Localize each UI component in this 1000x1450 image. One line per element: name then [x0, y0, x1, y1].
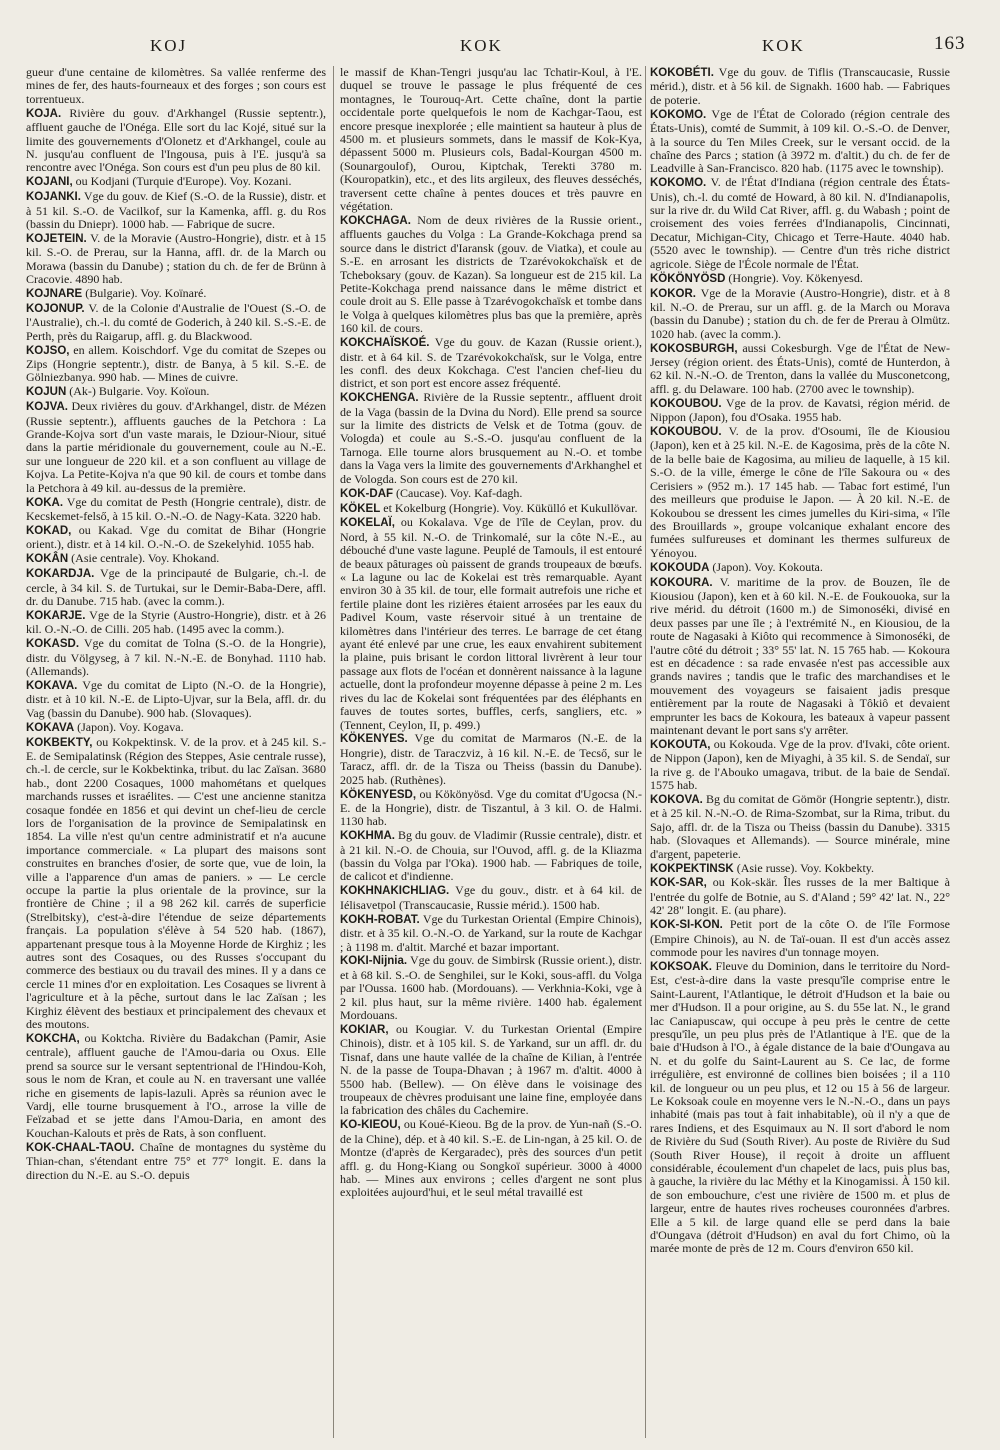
entry-headword: KÖKÖNYÖSD [650, 272, 726, 285]
entry-headword: KOK-DAF [340, 487, 394, 500]
entry-headword: KOJANI, [26, 176, 73, 189]
dictionary-entry [26, 1032, 326, 1140]
entry-text: Petit port de la côte O. de l'île Formose (Empire Chinois), au N. de Taï-ouan. Il est d'un accès assez commode pour les navires d'un tonnage moyen. [650, 917, 950, 959]
dictionary-entry [26, 679, 326, 720]
entry-text: V. de la prov. d'Osoumi, île de Kiousiou (Japon), ken et à 25 kil. N.-E. de Kagosima, près de la côte N. de la belle baie de Kagosima, au milieu de laquelle, à 15 kil. S.-O. de la ville, émerge le cône de l'île Sakoura ou « des Cerisiers » (952 m.). 17 145 hab. — Tabac fort estimé, l'un des meilleurs que produise le Japon. — À 20 kil. N.-E. de Kokoubou se dressent les cimes jumelles du Kiri-sima, « l'île des Brouillards », groupe volcanique exhalant encore des fumées sulfureuses et dominant les thermes sulfureux de Yénoyou. [650, 424, 950, 560]
entry-text: Vge du gouv. de Tiflis (Transcaucasie, Russie mérid.), distr. et à 56 kil. de Signakh. 1600 hab. — Fabriques de poterie. [650, 65, 950, 107]
entry-headword: KOKAVA. [26, 679, 78, 692]
entry-headword: KOJVA. [26, 401, 68, 414]
entry-text: Fleuve du Dominion, dans le territoire du Nord-Est, c'est-à-dire dans la vaste presqu'île comprise entre le Saint-Laurent, l'Atlantique, le détroit d'Hudson et la baie ou mer d'Hudson. Il a pour origine, au S. du 55e lat. N., le grand lac Caniapuscaw, qui occupe à peu près le centre de cette presqu'île, un peu plus près de l'Atlantique à l'E. que de la baie d'Hudson à l'O., à égale distance de la baie d'Oungava au N. et du golfe du Saint-Laurent au S. Ce lac, de forme irrégulière, est environné de collines bien boisées ; il a 110 kil. de longueur ou un peu plus, et 12 ou 15 à 56 de largeur. Le Koksoak coule en moyenne vers le N.-N.-O., dans un pays inhabité (mais pas tout à fait inhabitable), où il n'y a que de rares Indiens, et des Esquimaux au N. Il sort d'abord le nom de Rivière du Sud (South River). Au poste de Rivière du Sud (South River House), il reçoit à droite un affluent considérable, écoulement d'un chapelet de lacs, puis plus bas, à gauche, la rivière du lac Méthy et la Kinogamissi. À 150 kil. de son embouchure, c'est une rivière de 1500 m. et plus de largeur, entre de hautes rives rocheuses couronnées d'arbres. Elle a 5 kil. de large quand elle se perd dans la baie d'Oungava (détroit d'Hudson) en aval du fort Chimo, où la marée monte de près de 12 m. Cours d'environ 650 kil. [650, 958, 951, 1256]
entry-headword: KOKPEKTINSK [650, 862, 734, 875]
dictionary-entry [650, 960, 950, 1256]
dictionary-entry [26, 637, 326, 678]
entry-headword: KOKOUDA [650, 561, 710, 574]
entry-headword: KOKOBÉTI. [650, 67, 714, 79]
entry-headword: KOJSO, [26, 344, 70, 357]
dictionary-entry [340, 214, 642, 336]
dictionary-entry [26, 736, 326, 1032]
entry-text: le massif de Khan-Tengri jusqu'au lac Tchatir-Koul, à l'E. duquel se trouve le passage le plus fréquenté de ces montagnes, le Tourouq-Art. Cette chaîne, dont la partie occidentale porte quelquefois le nom de Kachgar-Taou, est encore presque inexplorée ; elle maintient sa hauteur à plus de 4500 m. et plusieurs sommets, dans le massif de Kok-Kya, dépassent 5000 m. Plusieurs cols, Badal-Kourgan 4500 m. (Sounargoulof), Ourou, Kiptchak, Terekti 3780 m. (Kouropatkin), etc., et des lits argileux, des fleuves desséchés, traversent cette chaîne à pentes douces et très pauvre en végétation. [340, 65, 642, 214]
entry-text: V. de l'État d'Indiana (région centrale des États-Unis), ch.-l. du comté de Howard, à 80 kil. N. d'Indianapolis, sur la rive dr. du Wild Cat River, affl. g. du Wabash ; point de croisement des voies ferrées d'Indianapolis, Cincinnati, Decatur, Michigan-City, Chicago et Terre-Haute. 4040 hab. (5520 avec le township). — Centre d'un très riche district agricole. Siège de l'École normale de l'État. [650, 175, 950, 271]
column-divider [333, 66, 334, 1438]
dictionary-entry [650, 176, 950, 271]
dictionary-entry [26, 175, 326, 189]
entry-text: Rivière du gouv. d'Arkhangel (Russie septentr.), affluent gauche de l'Onéga. Elle sort du lac Kojé, situé sur la limite des gouvernements d'Olonetz et d'Arkhangel, coule au N. jusqu'au confluent de l'Ingousa, puis à l'E. jusqu'à sa rencontre avec l'Onéga. Son cours est d'un peu plus de 80 kil. [26, 105, 327, 175]
dictionary-entry [26, 232, 326, 287]
dictionary-entry [650, 66, 950, 107]
entry-text: ou Kokpektinsk. V. de la prov. et à 245 kil. S.-E. de Semipalatinsk (Région des Steppes, Asie centrale russe), ch.-l. de cercle, sur le Kokbektinka, tribut. du lac Zaïsan. 3680 hab., dont 2200 Cosaques, 1000 mahométans et quelques marchands russes et israélites. — C'est une ancienne stanitza cosaque fondée en 1856 et qui devint un chef-lieu de cercle lors de l'organisation de la province de Semipalatinsk en 1854. La ville n'est qu'un centre administratif et n'a aucune importance commerciale. « La plupart des maisons sont construites en branches d'osier, de sorte que, vue de loin, la ville a l'apparence d'un amas de paniers. » — Le cercle occupe la partie la plus orientale de la province, sur la frontière de Chine ; il a 98 262 kil. carrés de superficie (Strelbitsky), c'est-à-dire l'étendue de seize départements français. La population s'élève à 54 520 hab. (1867), appartenant presque tous à la Moyenne Horde de Kirghiz ; les autres sont des Cosaques, ou des Russes s'occupant du commerce des bestiaux ou du travail des mines. Il y a dans ce cercle 11 mines d'or en exploitation. Les Cosaques se livrent à l'agriculture et à la pêche, surtout dans le lac Zaïsan ; les Kirghiz élèvent des bestiaux et principalement des chevaux et des moutons. [26, 734, 327, 1032]
dictionary-entry [340, 487, 642, 501]
entry-text: ou Kok-skär. Îles russes de la mer Baltique à l'entrée du golfe de Botnie, au S. d'Aland ; 59° 42' lat. N., 22° 42' 28" longit. E. (au phare). [650, 875, 950, 918]
dictionary-entry [340, 516, 642, 732]
dictionary-entry [26, 302, 326, 343]
entry-text: Vge du gouv. de Kazan (Russie orient.), distr. et à 64 kil. S. de Tzarévokokchaïsk, sur le Volga, entre les confl. des deux Kokchaga. C'est l'ancien chef-lieu du district, et son port est encore assez fréquenté. [340, 335, 642, 391]
entry-text: Vge de la Moravie (Austro-Hongrie), distr. et à 8 kil. N.-O. de Prerau, sur un affl. g. de la March ou Morava (bassin du Danube) ; station du ch. de fer de Prerau à Olmütz. 1020 hab. (avec la comm.). [650, 285, 950, 341]
entry-text: V. maritime de la prov. de Bouzen, île de Kiousiou (Japon), ken et à 60 kil. N.-E. de Foukouoka, sur la rive mérid. du détroit (1600 m.) de Simonoséki, divisé en deux passes par une île ; à l'extrémité N., en Kiousiou, de la route de Nagasaki à Kiôto qui recommence à Simonoséki, de l'autre côté du détroit ; 33° 55' lat. N. 15 765 hab. — Kokoura est en décadence : sa rade envasée n'est pas accessible aux grands navires ; tandis que le trafic des marchandises et le mouvement des voyageurs se faisaient jadis presque entièrement par la route de Nagasaki à Tôkiô et devaient emprunter les bacs de Kokoura, les bateaux à vapeur passent maintenant devant le port sans s'y arrêter. [650, 574, 950, 737]
entry-headword: KOKCHENGA. [340, 392, 419, 405]
entry-headword: KOKARDJA. [26, 568, 95, 581]
dictionary-entry [340, 66, 642, 213]
entry-headword: KOKOSBURGH, [650, 342, 738, 355]
entry-headword: KOKA. [26, 496, 64, 509]
entry-text: gueur d'une centaine de kilomètres. Sa vallée renferme des mines de fer, des hauts-fourneaux et des forges ; son cours est torrentueux. [26, 65, 326, 106]
dictionary-entry [26, 567, 326, 608]
entry-text: Vge du comitat de Lipto (N.-O. de la Hongrie), distr. et à 10 kil. N.-E. de Lipto-Ujvar, sur la Bela, affl. dr. du Vag (bassin du Danube). 900 hab. (Slovaques). [26, 677, 326, 720]
dictionary-entry [26, 1141, 326, 1182]
dictionary-entry [26, 385, 326, 399]
dictionary-entry [650, 876, 950, 917]
dictionary-entry [650, 287, 950, 342]
entry-headword: KOKHNAKICHLIAG. [340, 885, 450, 898]
entry-text: (Bulgarie). Voy. Koïnaré. [85, 286, 207, 300]
running-head-center: KOK [460, 36, 503, 55]
entry-text: Vge du gouv. de Simbirsk (Russie orient.), distr. et à 68 kil. S.-O. de Senghilei, sur le Koki, sous-affl. du Volga par l'Oussa. 1600 hab. (Mordouans). — Verkhnia-Koki, vge à 2 kil. plus haut, sur la même rivière. 1400 hab. également Mordouans. [340, 953, 642, 1023]
entry-text: ou Kakad. Vge du comitat de Bihar (Hongrie orient.), distr. et à 14 kil. O.-N.-O. de Szekelyhid. 1055 hab. [26, 522, 326, 552]
entry-text: Chaîne de montagnes du système du Thian-chan, s'étendant entre 75° et 77° longit. E. dans la direction du N.-E. au S.-O. depuis [26, 1139, 327, 1182]
entry-headword: KOKASD. [26, 638, 80, 651]
text-column-2 [340, 66, 642, 1200]
dictionary-entry [340, 829, 642, 884]
entry-headword: KOJNARE [26, 288, 83, 300]
entry-headword: KOKCHAÏSKOÉ. [340, 337, 430, 350]
entry-headword: KOKCHA, [26, 1032, 80, 1045]
dictionary-entry [650, 793, 950, 861]
dictionary-entry [26, 107, 326, 175]
entry-text: Bg du comitat de Gömör (Hongrie septentr.), distr. et à 25 kil. N.-N.-O. de Rima-Szombat, sur la Rima, tribut. du Sajo, affl. dr. de la Tisza ou Theiss (bassin du Danube). 3315 hab. (Slovaques et Allemands). — Source minérale, mine d'argent, papeterie. [650, 792, 951, 861]
entry-headword: KOKOR. [650, 287, 696, 300]
dictionary-entry [340, 954, 642, 1022]
entry-headword: KOKÂN [26, 553, 69, 566]
entry-headword: KOKH-ROBAT. [340, 913, 420, 926]
entry-text: Deux rivières du gouv. d'Arkhangel, distr. de Mézen (Russie septentr.), affluents gauches de la Petchora : La Grande-Kojva sort d'un vaste marais, le Dziour-Niour, situé dans la partie méridionale du gouvernement, coule au N.-E. sur une longueur de 220 kil. et a son confluent au village de Kojva. La Petite-Kojva n'a que 90 kil. de cours et tombe dans la Petchora à 49 kil. au-dessus de la première. [26, 399, 326, 495]
entry-text: Vge de la prov. de Kavatsi, région mérid. de Nippon (Japon), fou d'Osaka. 1955 hab. [650, 395, 950, 425]
entry-text: Vge de la Styrie (Austro-Hongrie), distr. et à 26 kil. O.-N.-O. de Cilli. 205 hab. (1495 avec la comm.). [26, 607, 326, 637]
dictionary-entry [26, 496, 326, 524]
entry-headword: KOKOUBOU. [650, 397, 722, 410]
dictionary-entry [650, 272, 950, 286]
entry-headword: KOKOMO. [650, 177, 707, 190]
dictionary-entry [340, 1118, 642, 1199]
dictionary-entry [650, 342, 950, 397]
entry-headword: KOKOUBOU. [650, 426, 722, 439]
dictionary-entry [26, 721, 326, 735]
dictionary-entry [26, 609, 326, 637]
entry-headword: KÖKEL [340, 502, 381, 515]
dictionary-entry [650, 738, 950, 793]
dictionary-entry [340, 732, 642, 787]
entry-headword: KOK-SI-KON. [650, 919, 723, 932]
entry-text: V. de la Colonie d'Australie de l'Ouest (S.-O. de l'Australie), ch.-l. du comté de Goderich, à 240 kil. S.-S.-E. de Perth, près du Raigarup, affl. g. du Blackwood. [26, 300, 326, 343]
entry-text: (Asie centrale). Voy. Khokand. [71, 551, 220, 566]
dictionary-entry [26, 190, 326, 231]
text-column-3 [650, 66, 950, 1256]
dictionary-entry [26, 552, 326, 566]
entry-text: ou Koktcha. Rivière du Badakchan (Pamir, Asie centrale), affluent gauche de l'Amou-daria ou Oxus. Elle prend sa source sur le versant septentrional de l'Hindou-Koh, sous le nom de Kran, et coule au N. en traversant une vallée riche en gisements de lapis-lazuli. Après sa réunion avec le Vardj, elle tourne brusquement à l'O., arrose la ville de Feïzabad et se jette dans l'Amou-Daria, en amont des Kouchan-Kalouts et près de Rats, à son confluent. [26, 1030, 327, 1140]
entry-headword: KOJA. [26, 107, 62, 120]
dictionary-entry [650, 397, 950, 425]
entry-text: ou Kodjani (Turquie d'Europe). Voy. Kozani. [75, 174, 292, 189]
column-divider [645, 66, 646, 1438]
dictionary-entry [26, 400, 326, 495]
entry-headword: KOJONUP. [26, 302, 85, 315]
entry-text: Vge du comitat de Pesth (Hongrie centrale), distr. de Kecskemet-felső, à 15 kil. O.-N.-O. de Nagy-Kata. 3220 hab. [26, 494, 326, 523]
entry-headword: KOKHMA. [340, 830, 395, 843]
entry-text: Vge du comitat de Marmaros (N.-E. de la Hongrie), distr. de Taraczviz, à 16 kil. N.-E. de Tecső, sur le Taracz, affl. dr. de la Tisza ou Theiss (bassin du Danube). 2025 hab. (Ruthènes). [340, 731, 642, 787]
text-column-1 [26, 66, 326, 1182]
entry-text: Vge de la principauté de Bulgarie, ch.-l. de cercle, à 34 kil. S. de Turtukai, sur le Demir-Baba-Dere, affl. dr. du Danube. 715 hab. (avec la comm.). [26, 566, 326, 608]
entry-text: Nom de deux rivières de la Russie orient., affluents gauches du Volga : La Grande-Kokchaga prend sa source dans le district d'Iaransk (gouv. de Viatka), et coule au S.-E. en arrosant les districts de Tzarévokokchaïsk et de Tcheboksary (gouv. de Kazan). Sa longueur est de 215 kil. La Petite-Kokchaga prend naissance dans le même district et coule droit au S. Elle passe à Tzarévogokchaïsk et tombe dans le Volga à quelques kilomètres plus bas que la première, après 160 kil. de cours. [340, 212, 642, 336]
entry-text: Vge du gouv., distr. et à 64 kil. de Iélisavetpol (Transcaucasie, Russie mérid.). 1500 hab. [340, 883, 642, 912]
dictionary-entry [26, 66, 326, 106]
dictionary-entry [26, 524, 326, 552]
entry-headword: KOKELAÏ, [340, 517, 395, 530]
entry-text: Rivière de la Russie septentr., affluent droit de la Vaga (bassin de la Dvina du Nord). Elle prend sa source sur la limite des districts de Velsk et de Totma (gouv. de Vologda) et coule au S.-S.-O. jusqu'au confluent de la Tarnoga. Elle tourne alors brusquement au N.-O. et tombe dans la Vaga vers la limite des gouvernements d'Arkhanghel et de Vologda. Son cours est de 270 kil. [340, 390, 642, 486]
entry-text: (Caucase). Voy. Kaf-dagh. [396, 485, 523, 500]
entry-headword: KOJETEIN. [26, 232, 87, 245]
entry-headword: KOKOMO. [650, 108, 707, 121]
dictionary-entry [650, 425, 950, 560]
entry-text: aussi Cokesburgh. Vge de l'État de New-Jersey (région orient. des États-Unis), comté de Hunterdon, à 62 kil. N.-N.-O. de Trenton, dans la vallée du Musconetcong, affl. g. du Delaware. 100 hab. (2700 avec le township). [650, 340, 950, 396]
dictionary-entry [340, 336, 642, 391]
entry-headword: KOKBEKTY, [26, 736, 93, 749]
dictionary-entry [650, 918, 950, 959]
dictionary-entry [340, 913, 642, 954]
dictionary-entry [340, 1023, 642, 1118]
entry-headword: KOJUN [26, 386, 67, 399]
entry-text: V. de la Moravie (Austro-Hongrie), distr. et à 15 kil. S.-O. de Prerau, sur la Hanna, affl. dr. de la March ou Morawa (bassin du Danube) ; station du ch. de fer de Brünn à Cracovie. 4890 hab. [26, 230, 326, 287]
entry-text: ou Kökönyösd. Vge du comitat d'Ugocsa (N.-E. de la Hongrie), distr. de Tiszantul, à 3 kil. O. de Halmi. 1130 hab. [340, 786, 642, 829]
entry-text: (Japon). Voy. Kogava. [77, 719, 184, 734]
entry-text: Vge du gouv. de Kief (S.-O. de la Russie), distr. et à 51 kil. S.-O. de Vacilkof, sur la Kamenka, affl. g. du Ros (bassin du Dniepr). 1000 hab. — Fabrique de sucre. [26, 189, 326, 231]
entry-text: Vge de l'État de Colorado (région centrale des États-Unis), comté de Summit, à 109 kil. O.-S.-O. de Denver, à la source du Ten Miles Creek, sur le versant occid. de la chaîne des Parcs ; station (à 3972 m. d'altit.) du ch. de fer de Leadville à San-Francisco. 820 hab. (1175 avec le township). [650, 106, 950, 176]
entry-headword: KOKAVA [26, 721, 75, 734]
dictionary-entry [340, 391, 642, 486]
entry-headword: KOKCHAGA. [340, 214, 411, 227]
entry-headword: KÖKENYESD, [340, 788, 417, 801]
entry-text: Bg du gouv. de Vladimir (Russie centrale), distr. et à 21 kil. N.-O. de Chouia, sur l'Ouvod, affl. g. de la Kliazma (bassin du Volga par l'Oka). 1900 hab. — Fabriques de toile, de calicot et d'indienne. [340, 828, 642, 884]
running-head-right: KOK [762, 36, 805, 55]
dictionary-entry [650, 561, 950, 575]
dictionary-entry [26, 287, 326, 301]
entry-headword: KOKSOAK. [650, 960, 712, 973]
entry-text: en allem. Koischdorf. Vge du comitat de Szepes ou Zips (Hongrie septentr.), distr. de Banya, à 5 kil. S.-E. de Gölniezbanya. 990 hab. — Mines de cuivre. [26, 342, 326, 385]
dictionary-entry [340, 884, 642, 912]
dictionary-entry [650, 108, 950, 176]
entry-headword: KOKOUTA, [650, 738, 711, 751]
entry-headword: KOKAD, [26, 524, 72, 537]
entry-headword: KOKI-Nijnia. [340, 955, 408, 968]
entry-headword: KOKIAR, [340, 1023, 389, 1036]
entry-text: et Kokelburg (Hongrie). Voy. Kükülló et Kukullövar. [383, 500, 638, 515]
entry-text: ou Kokalava. Vge de l'île de Ceylan, prov. du Nord, à 55 kil. N.-O. de Trinkomalé, sur la côte N.-E., au débouché d'une vaste lagune. Peuplé de Tamouls, il est entouré de beaux pâturages où paissent de grands troupeaux de bœufs. « La lagune ou lac de Kokelai est très remarquable. Ayant environ 30 à 35 kil. de tour, elle formait autrefois une riche et fertile plaine dont les rizières étaient arrosées par les eaux du Padivel Koum, vaste réservoir situé à un trentaine de kilomètres dans l'intérieur des terres. Le barrage de cet étang ayant été enlevé par une crue, les eaux envahirent subitement la plaine, puis brisant le cordon littoral livrèrent à leur tour passage aux flots de l'océan et donnèrent naissance à la lagune actuelle, dont la profondeur moyenne dépasse à peine 2 m. Les rives du lac de Kokelai sont fréquentées par des éléphants en fauves de toutes sortes, buffles, cerfs, sangliers, etc. » (Tennent, Ceylon, II, p. 499.) [340, 515, 643, 732]
entry-text: Vge du Turkestan Oriental (Empire Chinois), distr. et à 35 kil. O.-N.-O. de Yarkand, sur la route de Kachgar ; à 1198 m. d'altit. Marché et bazar important. [340, 911, 642, 954]
entry-text: Vge du comitat de Tolna (S.-O. de la Hongrie), distr. du Völgyseg, à 7 kil. N.-N.-E. de Bonyhad. 1110 hab. (Allemands). [26, 636, 326, 678]
dictionary-entry [650, 862, 950, 876]
entry-text: (Hongrie). Voy. Kökenyesd. [728, 270, 863, 285]
dictionary-entry [340, 788, 642, 829]
entry-text: (Japon). Voy. Kokouta. [712, 559, 823, 574]
entry-headword: KOK-CHAAL-TAOU. [26, 1141, 135, 1154]
entry-headword: KOKOVA. [650, 794, 703, 807]
entry-headword: KOKARJE. [26, 609, 86, 622]
entry-headword: KOJANKI. [26, 191, 81, 204]
entry-headword: KÖKENYES. [340, 733, 408, 746]
entry-text: (Ak-) Bulgarie. Voy. Koïoun. [69, 384, 210, 399]
entry-headword: KOK-SAR, [650, 877, 707, 890]
running-head-left: KOJ [150, 36, 188, 55]
entry-headword: KO-KIEOU, [340, 1119, 401, 1132]
dictionary-entry [340, 502, 642, 516]
entry-headword: KOKOURA. [650, 576, 713, 589]
dictionary-entry [650, 576, 950, 738]
entry-text: ou Kokouda. Vge de la prov. d'Ivaki, côte orient. de Nippon (Japon), ken de Miyaghi, à 35 kil. S. de Sendaï, sur la rive g. de l'Abouko umagava, tribut. de la baie de Sendaï. 1575 hab. [650, 736, 951, 793]
entry-text: ou Kougiar. V. du Turkestan Oriental (Empire Chinois), distr. et à 105 kil. S. de Yarkand, sur un affl. dr. du Tisnaf, dans une haute vallée de la chaîne de Kilian, à l'entrée N. de la passe de Toupa-Dhavan ; à 1967 m. d'altit. 4000 à 5500 hab. (Bellew). — On élève dans le voisinage des troupeaux de chèvres produisant une laine fine, employée dans la fabrication des châles du Cachemire. [340, 1021, 643, 1118]
entry-text: ou Koué-Kieou. Bg de la prov. de Yun-nañ (S.-O. de la Chine), dép. et à 40 kil. S.-E. de Lin-ngan, à 25 kil. O. de Montze (d'après de Kergaradec), près des sources d'un petit affl. g. du Hong-Kiang ou Songkoï supérieur. 3000 à 4000 hab. — Mines aux environs ; celles d'argent ne sont plus exploitées aujourd'hui, et le seul métal travaillé est [340, 1117, 642, 1200]
dictionary-entry [26, 344, 326, 385]
entry-text: (Asie russe). Voy. Kokbekty. [736, 860, 875, 875]
page-number: 163 [934, 33, 966, 54]
